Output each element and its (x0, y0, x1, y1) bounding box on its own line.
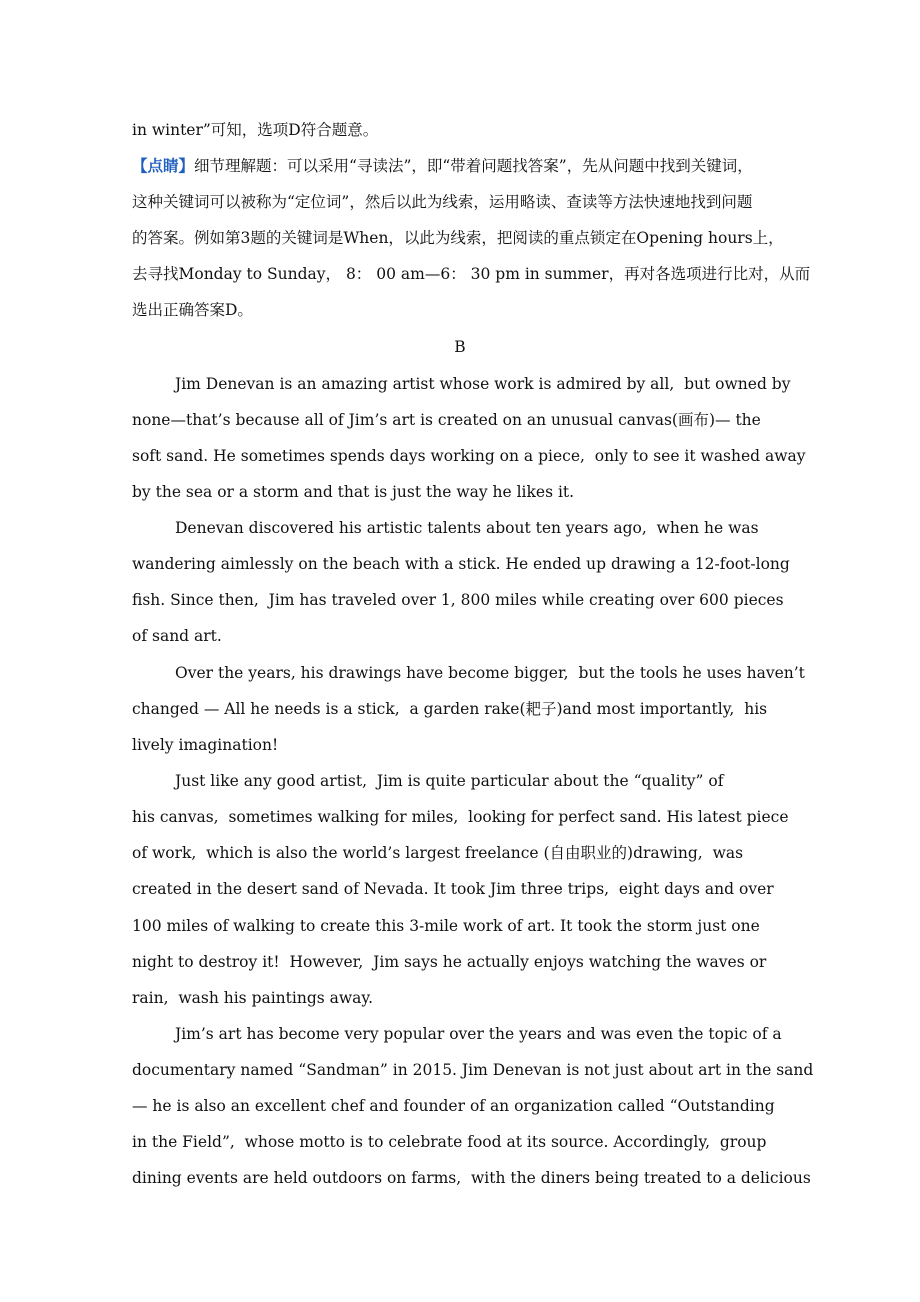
passage-line: of sand art. (132, 627, 222, 645)
passage-line: soft sand. He sometimes spends days working on a piece, only to see it washed away (132, 447, 806, 465)
analysis-line-4: 的答案。例如第3题的关键词是When，以此为线索，把阅读的重点锁定在Opening hours上， (132, 229, 784, 247)
passage-line: — he is also an excellent chef and founder of an organization called “Outstanding (132, 1097, 775, 1115)
passage-line: documentary named “Sandman” in 2015. Jim Denevan is not just about art in the sand (132, 1061, 814, 1079)
passage-line: changed — All he needs is a stick, a garden rake(耙子)and most importantly, his (132, 700, 768, 718)
analysis-line-2-text: 细节理解题：可以采用“寻读法”，即“带着问题找答案”，先从问题中找到关键词， (194, 157, 753, 175)
passage-line: none—that’s because all of Jim’s art is created on an unusual canvas(画布)— the (132, 411, 761, 429)
analysis-line-2 (132, 156, 753, 176)
passage-line: in the Field”, whose motto is to celebrate food at its source. Accordingly, group (132, 1133, 767, 1151)
analysis-line-1: in winter”可知，选项D符合题意。 (132, 121, 379, 139)
passage-line: his canvas, sometimes walking for miles, looking for perfect sand. His latest piece (132, 808, 789, 826)
passage-line: Jim’s art has become very popular over the years and was even the topic of a (175, 1025, 782, 1043)
analysis-line-6: 选出正确答案D。 (132, 301, 253, 319)
passage-line: Jim Denevan is an amazing artist whose work is admired by all, but owned by (175, 375, 791, 393)
passage-line: night to destroy it! However, Jim says he actually enjoys watching the waves or (132, 953, 767, 971)
passage-line: 100 miles of walking to create this 3-mile work of art. It took the storm just one (132, 917, 760, 935)
section-label: B (454, 338, 466, 356)
passage-line: Denevan discovered his artistic talents about ten years ago, when he was (175, 519, 759, 537)
passage-line: Just like any good artist, Jim is quite particular about the “quality” of (175, 772, 724, 790)
passage-line: by the sea or a storm and that is just the way he likes it. (132, 483, 575, 501)
passage-line: wandering aimlessly on the beach with a stick. He ended up drawing a 12-foot-long (132, 555, 790, 573)
analysis-line-3: 这种关键词可以被称为“定位词”，然后以此为线索，运用略读、查读等方法快速地找到问题 (132, 193, 753, 211)
passage-line: fish. Since then, Jim has traveled over 1, 800 miles while creating over 600 pieces (132, 591, 784, 609)
analysis-line-5: 去寻找Monday to Sunday， 8： 00 am—6： 30 pm in summer，再对各选项进行比对，从而 (132, 265, 811, 283)
passage-line: dining events are held outdoors on farms, with the diners being treated to a delicious (132, 1169, 811, 1187)
passage-line: created in the desert sand of Nevada. It took Jim three trips, eight days and over (132, 880, 774, 898)
passage-line: rain, wash his paintings away. (132, 989, 374, 1007)
passage-line: of work, which is also the world’s largest freelance (自由职业的)drawing, was (132, 844, 744, 862)
dianjing-tag: 【点睛】 (132, 156, 195, 175)
passage-line: lively imagination! (132, 736, 279, 754)
passage-line: Over the years, his drawings have become bigger, but the tools he uses haven’t (175, 664, 805, 682)
